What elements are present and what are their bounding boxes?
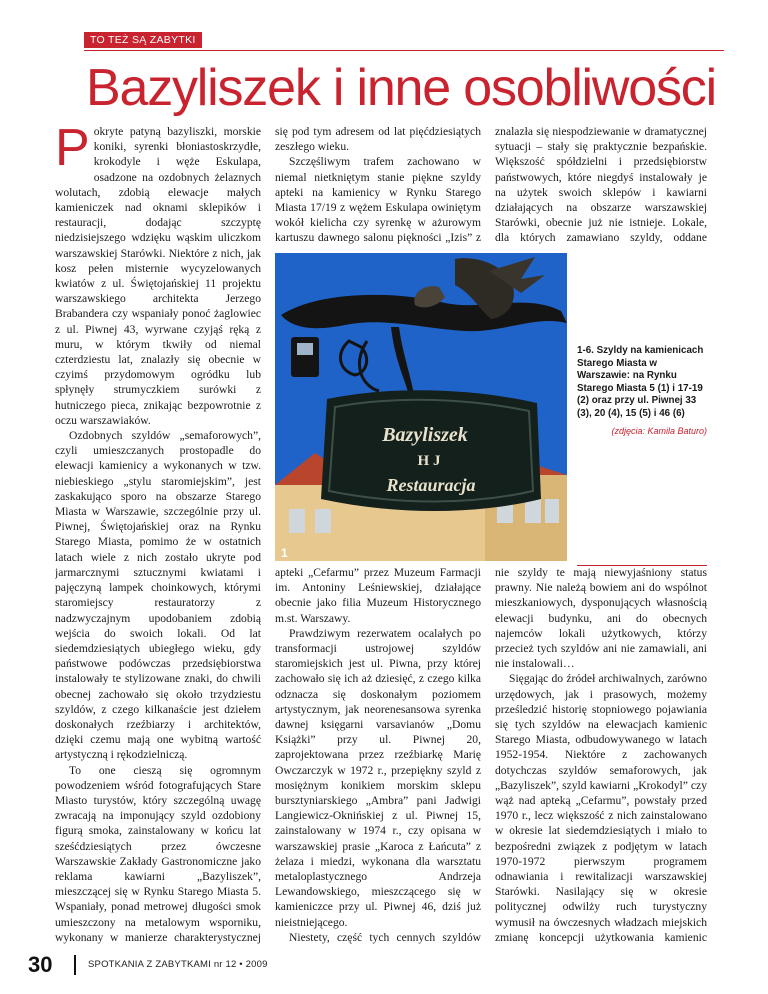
column-3-top: [495, 124, 707, 247]
figure-number: 1: [281, 546, 288, 560]
paragraph: Prawdziwym rezerwatem ocalałych po transformacji ustrojowej szyldów staromiejskich jest ul. Piwna, przy której zachowało się ich aż dziesięć, z czego kilka odznacza się doskonałym poziomem artystycznym, jak neorenesansowa syrenka dawnej księgarni varsavianów „Domu Książki” przy ul. Piwnej 20, zaprojektowana przez rzeźbiarkę Marię Owczarczyk w 1972 r., przepiękny szyld z mosiężnym konikiem morskim sklepu bursztyniarskiego „Ambra” pani Jadwigi Langiewicz-Oknińskiej z ul. Piwnej 15, zainstalowany w 1974 r., czy opisana w warszawskiej prasie „Karoca z Łańcuta” z żelaza i miedzi, wykonana dla warsztatu metaloplastycznego Andrzeja Lewandowskiego, mieszczącego się w kamieniczce przy ul. Piwnej 46, dziś już nieistniejącego.: [275, 626, 481, 929]
paragraph: się pod tym adresem od lat pięćdziesiątych zeszłego wieku.: [275, 125, 481, 154]
paragraph: Niestety, część tych cennych szyldów: [289, 930, 481, 944]
column-3-bottom: [495, 565, 707, 946]
paragraph: apteki „Cefarmu” przez Muzeum Farmacji im. Antoniny Leśniewskiej, działające obecnie jako filia Muzeum Historycznego m.st. Warszawy.: [275, 566, 481, 625]
paragraph: Szczęśliwym trafem zachowano w niemal nietkniętym stanie piękne szyldy apteki na kamienicy w Rynku Starego Miasta 17/19 z wężem Eskulapa owiniętym wokół kielicha czy syrenkę w ażurowym kartuszu dawnego salonu piękności „Izis” z: [275, 155, 481, 245]
photo-credit: (zdjęcia: Kamila Baturo): [611, 426, 707, 436]
sign-text-line3: Restauracja: [386, 475, 476, 495]
column-1: [55, 124, 261, 946]
sign-text-line1: Bazyliszek: [382, 424, 468, 446]
column-2-bottom: [275, 565, 481, 946]
paragraph: okryte patyną bazyliszki, morskie koniki, syrenki błoniastoskrzydłe, krokodyle i węże Eskulapa, osadzone na ozdobnych żelaznych wolutach, zdobią elewacje małych kamieniczek nad oknami sklepików i restauracji, dodając szczyptę niedzisiejszego wdzięku wąskim uliczkom warszawskiej Starówki. Niektóre z nich, jak kosz pełen misternie wycyzelowanych kwiatów z ul. Świętojańskiej 11 projektu warszawskiego architekta Jerzego Brabandera czy wspaniały ponoć żaglowiec z ul. Piwnej 43, wyrwane czyjąś ręką z muru, w którym tkwiły od niemal czterdziestu lat, znalazły się obecnie w czyimś przydomowym ogródku lub spłynęły strumyczkiem surówki z hutniczego pieca, znikając bezpowrotnie z oczu warszawiaków.: [55, 125, 261, 427]
section-tag: TO TEŻ SĄ ZABYTKI: [84, 32, 202, 48]
sign-text-line2: H J: [417, 453, 441, 469]
footer-divider: [74, 955, 76, 975]
paragraph: znalazła się niespodziewanie w dramatycznej sytuacji – stały się praktycznie bezpańskie. Większość spółdzielni i przedsiębiorstw państwowych, które niegdyś instalowały je na użytek swoich sklepów i kawiarni działających na obszarze warszawskiej Starówki, obecnie już nie istnieje. Lokale, dla których zamawiano szyldy, oddane: [495, 125, 707, 245]
paragraph: nie szyldy te mają niewyjaśniony status prawny. Nie należą bowiem ani do wspólnot mieszkaniowych, dysponujących własnością elewacji budynku, ani do obecnych najemców lokali użytkowych, którzy przecież tych szyldów ani nie zamawiali, ani nie instalowali…: [495, 566, 707, 671]
drop-cap: P: [55, 124, 90, 177]
publication-name: SPOTKANIA Z ZABYTKAMI nr 12 • 2009: [88, 959, 268, 970]
section-rule: [84, 50, 724, 51]
figure-caption: 1-6. Szyldy na kamienicach Starego Miasta w Warszawie: na Rynku Starego Miasta 5 (1) i 17-19 (2) oraz przy ul. Piwnej 33 (3), 20 (4), 15 (5) i 46 (6): [577, 345, 704, 419]
article-title: Bazyliszek i inne osobliwości: [86, 59, 716, 117]
column-2-top: [275, 124, 481, 247]
paragraph: Sięgając do źródeł archiwalnych, zarówno urzędowych, jak i prasowych, możemy prześledzić historię stopniowego pojawiania się tych szyldów na elewacjach kamienic Starego Miasta, odbudowywanego w latach 1952-1954. Niektóre z zachowanych dotychczas szyldów semaforowych, jak „Bazyliszek”, szyld kawiarni „Krokodyl” czy wąż nad apteką „Cefarmu”, powstały przed 1970 r., lecz większość z nich zainstalowano w okresie lat siedemdziesiątych i miało to bezpośredni związek z podjętym w latach 1970-1972 pierwszym programem odnawiania i rewitalizacji warszawskiej Starówki. Nasilający się w okresie politycznej odwilży ruch turystyczny wymusił na ówczesnych władzach miejskich zmianę koncepcji użytkowania kamienic: [495, 672, 707, 944]
paragraph: Ozdobnych szyldów „semaforowych”, czyli umieszczanych prostopadle do elewacji kamienicy a wykonanych w tzw. niebieskiego „stylu staromiejskim”, jest zaskakująco sporo na obszarze Starego Miasta w Warszawie, szczególnie przy ul. Piwnej, Świętojańskiej oraz na Rynku Starego Miasta, pomimo że w ostatnich latach wiele z nich zostało ukryte pod jarmarcznymi sztucznymi kwiatami i pajęczyną lampek choinkowych, którymi staromiejscy restauratorzy z nadzwyczajnym upodobaniem zdobią wejścia do swoich lokali. Od lat siedemdziesiątych ubiegłego wieku, gdy państwowe podówczas przedsiębiorstwa instalowały te stylizowane znaki, do chwili obecnej zachowało się około trzydziestu szyldów, z czego kilkanaście jest dziełem doskonałych rzeźbiarzy i architektów, dzięki czemu mają one wybitną wartość artystyczną i rękodzielniczą.: [55, 429, 261, 762]
page-number: 30: [28, 952, 53, 977]
photo-bazyliszek-sign: [275, 253, 567, 561]
paragraph: To one cieszą się ogromnym powodzeniem wśród fotografujących Stare Miasto turystów, który szczególną uwagę zwracają na imponujący szyld ozdobiony figurą smoka, zainstalowany w końcu lat sześćdziesiątych przez ówczesne Warszawskie Zakłady Gastronomiczne jako reklama kawiarni „Bazyliszek”, mieszczącej się w Rynku Starego Miasta 5. Wspaniały, ponad metrowej długości smok umieszczony na metalowym wsporniku, wykonany w manierze charakterystycznej: [55, 763, 261, 944]
